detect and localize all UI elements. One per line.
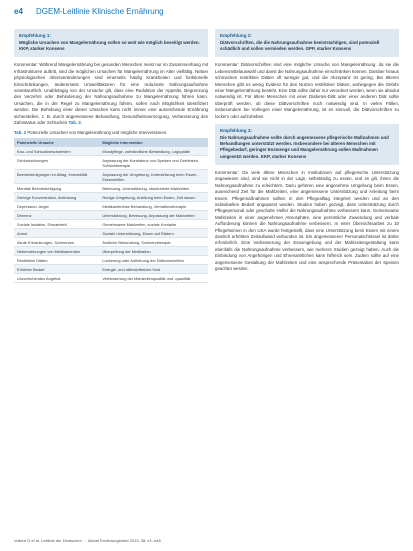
cause-cell: Kau- und Schluckbeschwerden — [14, 147, 99, 156]
recommendation-heading: Empfehlung 2: — [220, 33, 252, 38]
table-row — [14, 211, 208, 220]
cause-cell: Unzureichendes Angebot — [14, 274, 99, 283]
intervention-cell: Verbesserung der Mahlzeitenqualität und -quantität — [99, 274, 208, 283]
commentary-paragraph — [14, 62, 208, 126]
cause-cell: Erhöhter Bedarf — [14, 265, 99, 274]
recommendation-box-1 — [14, 29, 208, 57]
commentary-paragraph: Kommentar: Da viele ältere Menschen in Institutionen auf pflegerische Unterstützung angewiesen sind, sind sie nicht in der Lage, selbständig zu essen, und es gilt, ihnen die Nahrungsaufnahme zu erleichtern. Dazu gehören eine angenehme Umgebung beim Essen, ausreichend Zeit für die Mahlzeiten, eine angemessene Unterstützung und Anleitung beim Essen. Pflegemaßnahmen sollten in den Pflegealltag integriert werden und an den individuellen Bedarf angepasst werden. Studien haben gezeigt, dass Unterstützung durch Pflegepersonal oder geschulte Helfer die Nahrungsaufnahme verbessern kann. Gemeinsame Mahlzeiten in einer angenehmen Atmosphäre, eine persönliche Zuwendung und verbale Aufforderung können die Nahrungsaufnahme verbessern. In einer Übersichtsarbeit zu 10 Pflegeheimen in den USA wurde festgestellt, dass eine Unterstützung beim Essen mit einem deutlich erhöhten Zeitaufwand verbunden ist. Ein angemessener Personalschlüssel ist daher erforderlich. Eine Verbesserung der Essumgebung und der Mahlzeitengestaltung kann ebenfalls die Nahrungsaufnahme verbessern, wie mehrere Studien gezeigt haben. Auch die Einbindung von Angehörigen und Ehrenamtlichen kann hilfreich sein. Zudem sollte auf eine angemessene Gestaltung der Mahlzeiten und eine ansprechende Präsentation der Speisen geachtet werden. — [215, 169, 399, 271]
page-number: e4 — [14, 7, 23, 16]
recommendation-heading: Empfehlung 3: — [220, 128, 252, 134]
table-row — [14, 193, 208, 202]
recommendation-box-2 — [215, 29, 399, 57]
table-title: Potenzielle Ursachen von Mangelernährung und mögliche Interventionen. — [27, 130, 168, 136]
table-header-row — [14, 138, 208, 147]
cause-cell: Depression, Angst — [14, 202, 99, 211]
table-label: Tab. 2 — [14, 130, 27, 136]
cause-cell: Geringe Konzentration, Ablenkung — [14, 193, 99, 202]
table-row — [14, 184, 208, 193]
intervention-cell: Anpassung der Umgebung, Unterstützung beim Essen, Essenshilfen — [99, 170, 208, 184]
intervention-cell: Überprüfung der Medikation — [99, 247, 208, 256]
table-row — [14, 229, 208, 238]
table-row — [14, 247, 208, 256]
cause-cell: Akute Erkrankungen, Schmerzen — [14, 238, 99, 247]
cause-cell: Demenz — [14, 211, 99, 220]
table-row — [14, 170, 208, 184]
cause-cell: Nebenwirkungen von Medikamenten — [14, 247, 99, 256]
table-row — [14, 256, 208, 265]
page-header — [0, 0, 413, 22]
intervention-cell: Ärztliche Behandlung, Schmerztherapie — [99, 238, 208, 247]
intervention-cell: Anpassung der Konsistenz von Speisen und Getränken, Schlucktherapie — [99, 156, 208, 170]
recommendation-text: Die Nahrungsaufnahme sollte durch angemessene pflegerische Maßnahmen und Behandlungen unterstützt werden. Insbesondere bei älteren Menschen mit Pflegebedarf, geringer Essmenge und Mangelernährung sollen Maßnahmen umgesetzt werden. KKP, starker Konsens — [220, 135, 389, 159]
running-title: DGEM-Leitlinie Klinische Ernährung — [36, 7, 164, 16]
left-column — [14, 29, 208, 283]
right-column — [215, 29, 399, 276]
table-row — [14, 238, 208, 247]
table-header-cell: Mögliche Intervention — [99, 138, 208, 147]
intervention-cell: Gemeinsame Mahlzeiten, soziale Kontakte — [99, 220, 208, 229]
recommendation-heading: Empfehlung 1: — [19, 33, 51, 38]
intervention-cell: Medikamentöse Behandlung, Verhaltenstherapie — [99, 202, 208, 211]
table-row — [14, 156, 208, 170]
intervention-cell: Betreuung, Unterstützung, strukturierte Mahlzeiten — [99, 184, 208, 193]
table-row — [14, 265, 208, 274]
page-footer: Volkert D et al. Leitlinie der Deutschen … Aktuel Ernährungsmed 2013; 38: e1–e48 — [14, 538, 161, 543]
cause-cell: Soziale Isolation, Einsamkeit — [14, 220, 99, 229]
recommendation-box-3 — [215, 124, 399, 165]
cause-cell: Armut — [14, 229, 99, 238]
cause-cell: Mentale Beeinträchtigung — [14, 184, 99, 193]
cause-cell: Schluckstörungen — [14, 156, 99, 170]
commentary-paragraph: Kommentar: Diätvorschriften sind eine mögliche Ursache von Mangelernährung, da sie die Lebensmittelauswahl und damit die Nahrungsaufnahme einschränken können. Darüber hinaus schmecken restriktive Diäten oft weniger gut, und die Akzeptanz ist gering. Bei älteren Menschen gibt es wenig Evidenz für den Nutzen restriktiver Diäten, wohingegen die Gefahr einer Mangelernährung besteht. Eine Diät sollte daher nur verordnet werden, wenn sie absolut notwendig ist. Für ältere Menschen mit einer Diabetes-Diät oder einer anderen Diät sollte überprüft werden, ob diese Diätvorschriften noch notwendig sind. In vielen Fällen, insbesondere bei Vorliegen einer Mangelernährung, ist es sinnvoll, die Diätvorschriften zu lockern oder aufzuheben. — [215, 62, 399, 119]
table-row — [14, 202, 208, 211]
recommendation-text: Mögliche Ursachen von Mangelernährung sollen so weit wie möglich beseitigt werden. KKP, starker Konsens — [19, 40, 200, 52]
intervention-cell: Lockerung oder Aufhebung der Diätvorschriften — [99, 256, 208, 265]
intervention-cell: Mundpflege, zahnärztliche Behandlung, Logopädie — [99, 147, 208, 156]
intervention-cell: Ruhige Umgebung, Anleitung beim Essen, Zeit lassen — [99, 193, 208, 202]
cause-cell: Beeinträchtigungen im Alltag, Immobilität — [14, 170, 99, 184]
table-row — [14, 274, 208, 283]
table-row — [14, 147, 208, 156]
table-row — [14, 220, 208, 229]
table-header-cell: Potenzielle Ursache — [14, 138, 99, 147]
recommendation-text: Diätvorschriften, die die Nahrungsaufnahme beeinträchtigen, sind potenziell schädlich und sollen vermieden werden. GPP, starker Konsens — [220, 40, 380, 52]
cause-cell: Restriktive Diäten — [14, 256, 99, 265]
intervention-cell: Energie- und nährstoffreiche Kost — [99, 265, 208, 274]
table-caption — [14, 130, 208, 136]
intervention-cell: Soziale Unterstützung, Essen auf Rädern — [99, 229, 208, 238]
causes-table — [14, 138, 208, 283]
commentary-text: Kommentar: Während Mangelernährung bei gesunden Menschen meist nur im Zusammenhang mit Infrastrukturen auftritt, sind die möglichen Ursachen für Mangelernährung im Alter vielfältig. Neben physiologischen Altersveränderungen sind einerseits häufig Krankheiten und funktionelle Einschränkungen, andererseits Umweltfaktoren für eine reduzierte Nahrungsaufnahme verantwortlich. Unabhängig von der Ursache gilt, dass eine Reduktion der Appetits, Begrenzung des Verzehrs oder Behinderung der Nahrungsaufnahme zu Mangelernährung führen kann. Ursachen, die in der Regel zu Mangelernährung führen, sollen nach Möglichkeit identifiziert werden. Die Behebung einer dieser Ursachen kann nicht immer eine ausreichende Ernährung sicherstellen, z. B. durch angemessene Behandlung, Gesundheitsversorgung, Verbesserung des Zahnstatus oder Schlucken — [14, 62, 208, 126]
table-reference-link[interactable]: Tab. 2. — [68, 120, 83, 126]
intervention-cell: Unterstützung, Betreuung, Anpassung der Mahlzeiten — [99, 211, 208, 220]
